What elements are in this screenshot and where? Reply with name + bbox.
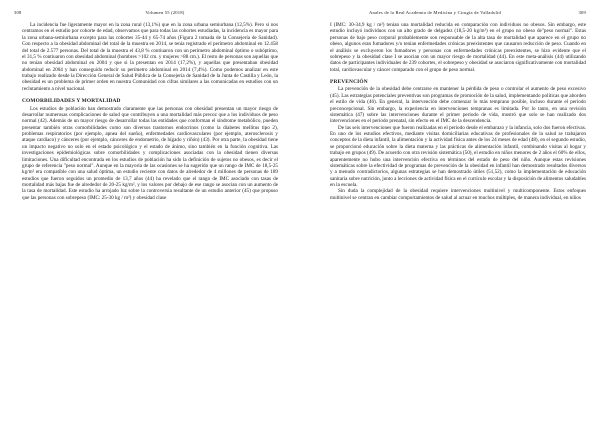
body-paragraph: I (IMC: 30-34,9 kg / m²) tenían una mortalidad reducida en comparación con individuos no obesos. Sin embargo, este estudio incluyó individuos con un alto grado de delgadez (18,5-20 kg/m²) en el grupo no obeso de"peso normal". Estas personas de bajo peso corporal probablemente son responsable de la alta tasa de mortalidad que aparece en el grupo no obeso, algunos eran fumadores y/o tenían enfermedades crónicas preexistentes que causaron reducción de peso. Cuando en el análisis se excluyeron los fumadores y personas con enfermedades crónicas preexistentes, se hizo evidente que el sobrepeso y la obesidad clase I se asocian con un mayor riesgo de mortalidad (44). En este meta-análisis (44) utilizando datos de participantes individuales de 239 cohortes, el sobrepeso y obesidad se asociaron significativamente con mortalidad total, cardiovascular y cáncer comparado con el grupo de peso normal.	[330, 22, 586, 73]
right-page	[300, 0, 600, 423]
body-paragraph: La incidencia fue ligeramente mayor en la zona rural (13,1%) que en la zona urbana semiurbana (12,5%). Pero si nos centramos en el estudio por cohorte de edad, observamos que para todas las cohortes estudiadas, la incidencia es mayor para la zona urbana-semiurbana excepto para las cohortes 35-44 y 65-74 años (Figura 2 tomada de la Consejería de Sanidad). Con respecto a la obesidad abdominal del total de la muestra en 2014, se tenía registrado el perímetro abdominal en 12.458 del total de 2.577 personas. Del total de la muestra el 43,8 % contiuaron con un perímetro abdominal óptimo o subóptimo, el 31,5 % contiuaron con obesidad abdominal (hombres >102 cm. y mujeres >88 cm.). El resto de personas son aquellas que no tenían obesidad abdominal en 2004 y que si la presentan en 2014 (17,2%), y aquellas que presentaban obesidad abdominal en 2004 y han conseguido reducir su perímetro abdominal en 2014 (7,4%). Como podemos analizar en este trabajo realizado desde la Dirección General de Salud Pública de la Consejería de Sanidad de la Junta de Castilla y León, la obesidad es un problema de primer orden en nuestra Comunidad con cifras similares a las comunicadas en estudios con un reclutamiento a nivel nacional.	[22, 22, 278, 92]
section-heading: COMORBILIDADES Y MORTALIDAD	[22, 98, 121, 105]
right-running-head: Anales de la Real Academia de Medicina y Cirugía de Valladolid	[369, 10, 501, 15]
body-paragraph: La prevención de la obesidad debe centrarse en mantener la pérdida de peso o controlar el aumento de peso excesivo (45). Las estrategias potenciales preventivas son programas de promoción de la salud, implementando políticas que aborden el estilo de vida (46). En general, la intervención debe comenzar lo más temprano posible, incluso durante el período preconcepcional. Sin embargo, la experiencia en intervenciones tempranas es limitada. Por lo tanto, en una revisión sistemática (47) sobre las intervenciones durante el primer periodo de vida, mostró que solo se han realizado dos intervenciones en el período prenatal, sin efecto en el IMC de la descendencia.	[330, 86, 586, 125]
left-text-column	[22, 22, 278, 201]
body-paragraph: Sin duda la complejidad de la obesidad requiere intervenciones multinivel y multicomponente. Estos enfoques multinivel se centran en cambiar comportamientos de salud al actuar en muchos múltiples, de manera individual, en niños	[330, 188, 586, 201]
body-paragraph: De las seis intervenciones que fueron realizadas en el periodo desde el embarazo y la infancia, solo dos fueron efectivas. En uno de los estudios efectivos, mediante visitas domiciliarias educativas de profesionales de la salud se trabajaron conceptos de la dieta infantil, la alimentación y la actividad física antes de los 24 meses de edad (48), en el segundo estudio, se proporcionó educación sobre la dieta materna y las prácticas de alimentación infantil, combinando visitas al hogar y trabajo en grupos (49). De acuerdo con otra revisión sistemática (50), el estudio en niños menores de 2 años el 60% de ellos, aparentemente no hubo una intervención efectiva en términos del estado de peso del niño. Aunque estas revisiones sistemáticas sobre la efectividad de programas de prevención de la obesidad en infantil han demostrado resultados diversos y a menudo contradictorios, algunas estrategias se han demostrado útiles (51,52), como la implementación de educación sanitaria sobre nutrición, junto a lecciones de actividad física en el currículo escolar y la disposición de alimentos saludables en la escuela.	[330, 124, 586, 188]
left-running-head: Volumen 55 (2018)	[145, 10, 185, 15]
right-page-number: 309	[578, 10, 586, 15]
left-page-number: 308	[14, 10, 22, 15]
body-paragraph: Los estudios de población han demostrado claramente que las personas con obesidad presentan un mayor riesgo de desarrollar numerosas complicaciones de salud que contribuyen a una mortalidad más precoz que a los individuos de peso normal (42). Además de un mayor riesgo de desarrollar todas las entidades que conforman el síndrome metabólico, pueden presentar también otras comorbilidades como son diversos trastornos endocrinos (como la diabetes mellitus tipo 2), problemas respiratorios (por ejemplo, apnea del sueño), enfermedades cardiovasculares (por ejemplo, aterosclerosis y ataque cardíaco) y cánceres (por ejemplo, cánceres de endometrio, de hígado y riñón) (43). Por otra parte, la obesidad tiene un impacto negativo no solo en el estado psicológico y el estado de ánimo, sino también en la función cognitiva. Las investigaciones epidemiológicas sobre comorbilidades y complicaciones asociadas con la obesidad tienen diversas limitaciones. Una dificultad encontrada en los estudios de población ha sido la definición de sujetos no obesos, es decir el grupo de referencia "peso normal". Aunque en la mayoría de las ocasiones se ha sugerido que un rango de IMC de 18,5-25 kg/m² era compatible con una salud óptima, un estudio reciente con datos de alrededor de 4 millones de personas de 189 estudios que fueron seguidos un promedio de 13,7 años (44) ha revelado que el rango de IMC asociado con tasas de mortalidad más bajas fue de alrededor de 20-25 kg/m², y los valores por debajo de ese rango se asocian con un aumento de la tasa de mortalidad. Este estudio ha arrojado luz sobre la controversia resultante de un estudio anterior (45) que propuso que las personas con sobrepeso (IMC: 25-30 kg / m²) y obesidad clase	[22, 105, 278, 201]
section-heading: PREVENCIÓN	[330, 79, 368, 85]
right-text-column	[330, 22, 586, 201]
